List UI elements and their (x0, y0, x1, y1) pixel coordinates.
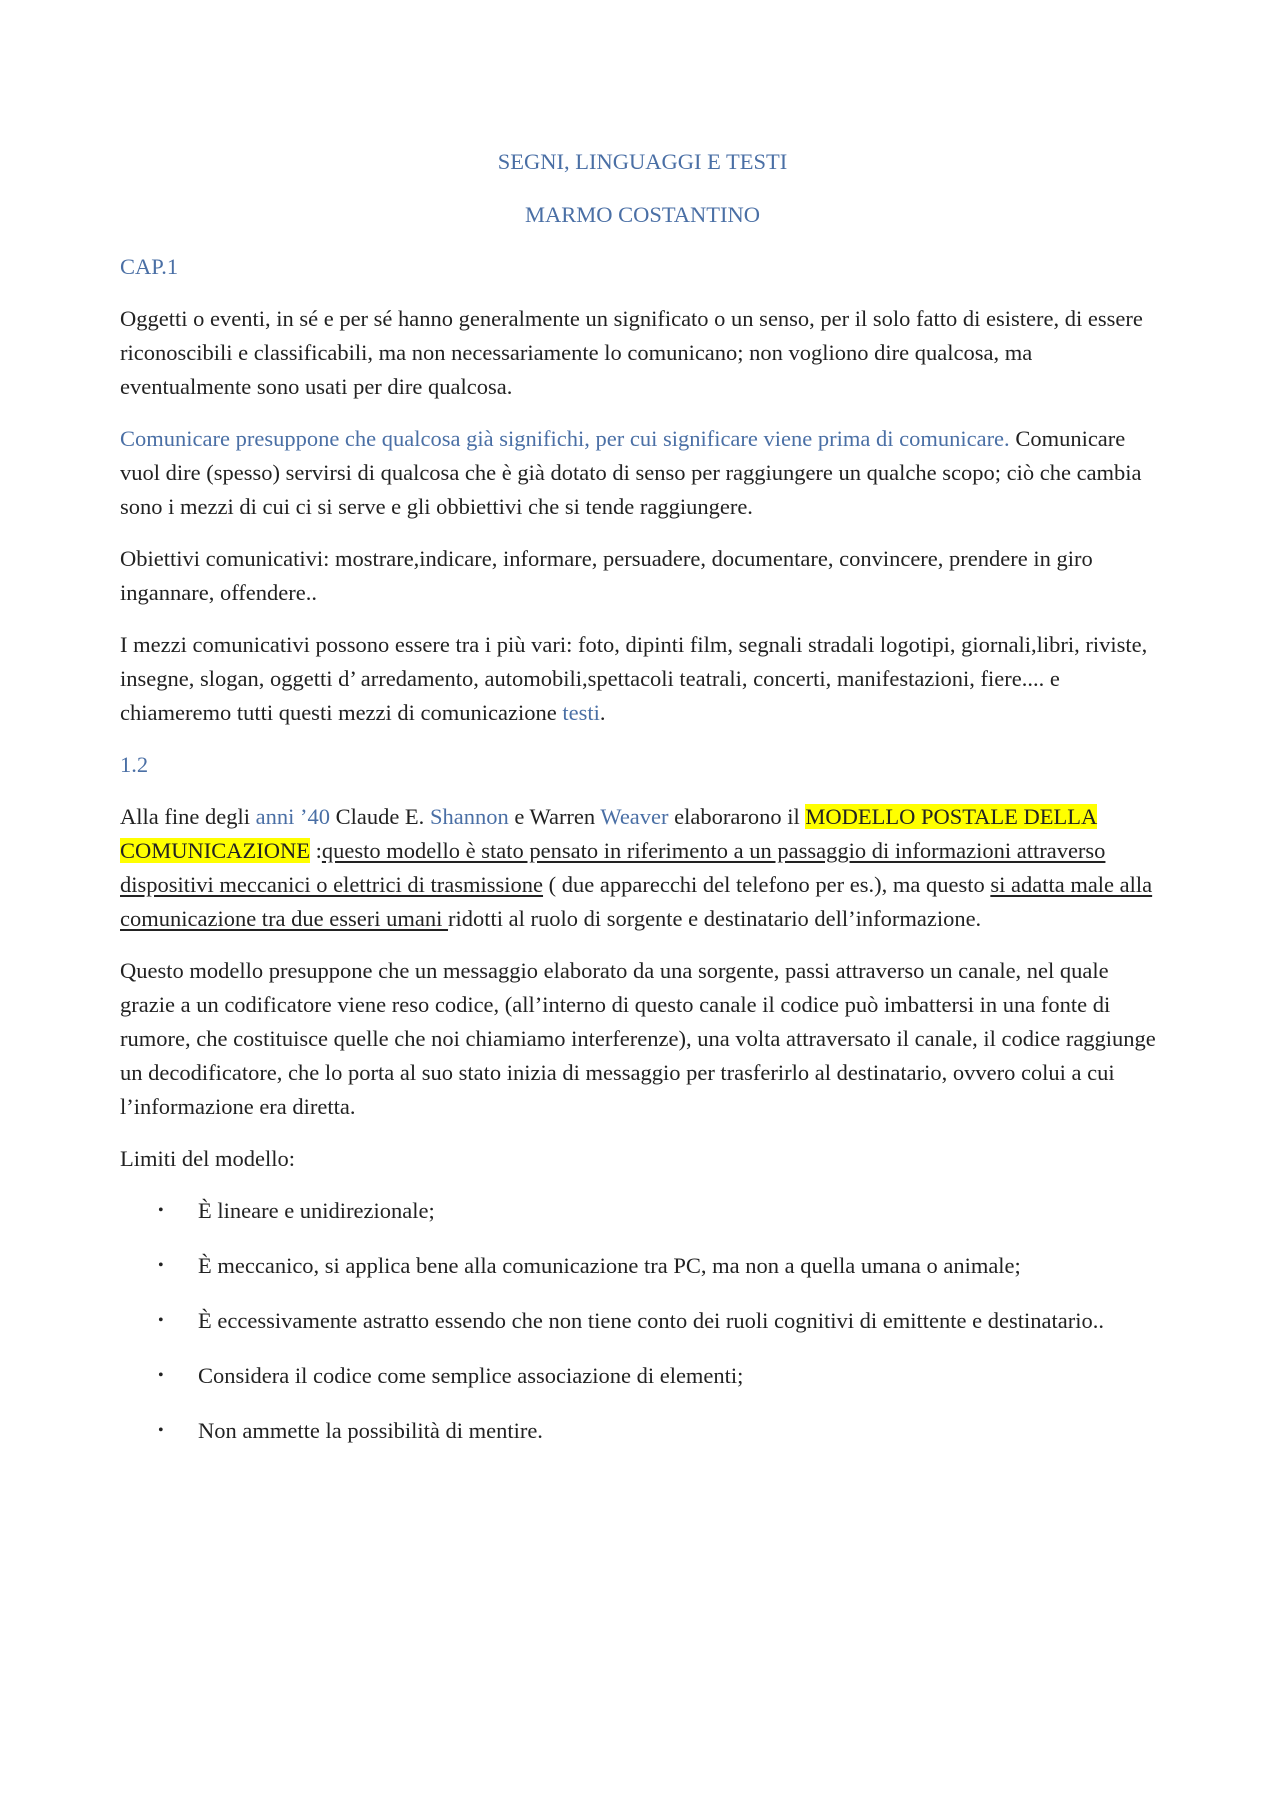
text-run: Claude E. (329, 804, 430, 829)
limits-list (120, 1194, 1165, 1448)
key-sentence: Comunicare presuppone che qualcosa già significhi, per cui significare viene prima di comunicare. (120, 426, 1010, 451)
list-item (120, 1249, 1165, 1283)
chapter-heading: CAP.1 (120, 254, 179, 279)
document-page (120, 145, 1165, 1469)
text-run: Alla fine degli (120, 804, 256, 829)
shannon-term: Shannon (429, 804, 509, 829)
bullet-icon: • (158, 1422, 164, 1439)
testi-term: testi (562, 700, 600, 725)
list-item (120, 1414, 1165, 1448)
bullet-icon: • (158, 1202, 164, 1219)
paragraph-1: Oggetti o eventi, in sé e per sé hanno generalmente un significato o un senso, per il solo fatto di esistere, di essere riconoscibili e classificabili, ma non necessariamente lo comunicano; non vogliono dire qualcosa, ma eventualmente sono usati per dire qualcosa. (120, 306, 1143, 399)
list-item (120, 1304, 1165, 1338)
document-title: SEGNI, LINGUAGGI E TESTI (497, 149, 788, 174)
bullet-icon: • (158, 1312, 164, 1329)
list-item-text: Considera il codice come semplice associazione di elementi; (198, 1363, 744, 1388)
anni-term: anni ’40 (255, 804, 330, 829)
paragraph-4-text: I mezzi comunicativi possono essere tra i più vari: foto, dipinti film, segnali stradali logotipi, giornali,libri, riviste, insegne, slogan, oggetti d’ arredamento, automobili,spettacoli teatrali, concerti, manifestazioni, fiere.... e chiameremo tutti questi mezzi di comunicazione (120, 632, 1148, 725)
text-run: : (310, 838, 322, 863)
list-item-text: È eccessivamente astratto essendo che non tiene conto dei ruoli cognitivi di emittente e destinatario.. (198, 1308, 1104, 1333)
paragraph-3: Obiettivi comunicativi: mostrare,indicare, informare, persuadere, documentare, convincere, prendere in giro ingannare, offendere.. (120, 546, 1093, 605)
text-run: ridotti al ruolo di sorgente e destinatario dell’informazione. (448, 906, 982, 931)
weaver-term: Weaver (600, 804, 669, 829)
bullet-icon: • (158, 1367, 164, 1384)
document-author: MARMO COSTANTINO (524, 202, 761, 227)
text-run: elaborarono il (668, 804, 806, 829)
paragraph-4 (120, 628, 1165, 730)
underlined-text-2: si adatta male alla comunicazione tra due esseri umani (120, 872, 1153, 931)
list-item (120, 1194, 1165, 1228)
highlighted-model-name: MODELLO POSTALE DELLA COMUNICAZIONE (120, 804, 1098, 863)
paragraph-2 (120, 422, 1165, 524)
list-item-text: È lineare e unidirezionale; (198, 1198, 435, 1223)
bullet-icon: • (158, 1257, 164, 1274)
paragraph-5 (120, 800, 1165, 936)
section-heading: 1.2 (120, 752, 149, 777)
text-run: e Warren (508, 804, 601, 829)
list-item (120, 1359, 1165, 1393)
underlined-text-1: questo modello è stato pensato in riferimento a un passaggio di informazioni attraverso dispositivi meccanici o elettrici di trasmissione (120, 838, 1106, 897)
text-run: ( due apparecchi del telefono per es.), ma questo (543, 872, 991, 897)
list-item-text: Non ammette la possibilità di mentire. (198, 1418, 543, 1443)
paragraph-6: Questo modello presuppone che un messaggio elaborato da una sorgente, passi attraverso un canale, nel quale grazie a un codificatore viene reso codice, (all’interno di questo canale il codice può imbattersi in una fonte di rumore, che costituisce quelle che noi chiamiamo interferenze), una volta attraversato il canale, il codice raggiunge un decodificatore, che lo porta al suo stato inizia di messaggio per trasferirlo al destinatario, ovvero colui a cui l’informazione era diretta. (120, 958, 1156, 1119)
paragraph-2-text: Comunicare vuol dire (spesso) servirsi di qualcosa che è già dotato di senso per raggiungere un qualche scopo; ciò che cambia sono i mezzi di cui ci si serve e gli obbiettivi che si tende raggiungere. (120, 426, 1142, 519)
limits-intro: Limiti del modello: (120, 1146, 295, 1171)
list-item-text: È meccanico, si applica bene alla comunicazione tra PC, ma non a quella umana o animale; (198, 1253, 1021, 1278)
paragraph-4-end: . (599, 700, 606, 725)
